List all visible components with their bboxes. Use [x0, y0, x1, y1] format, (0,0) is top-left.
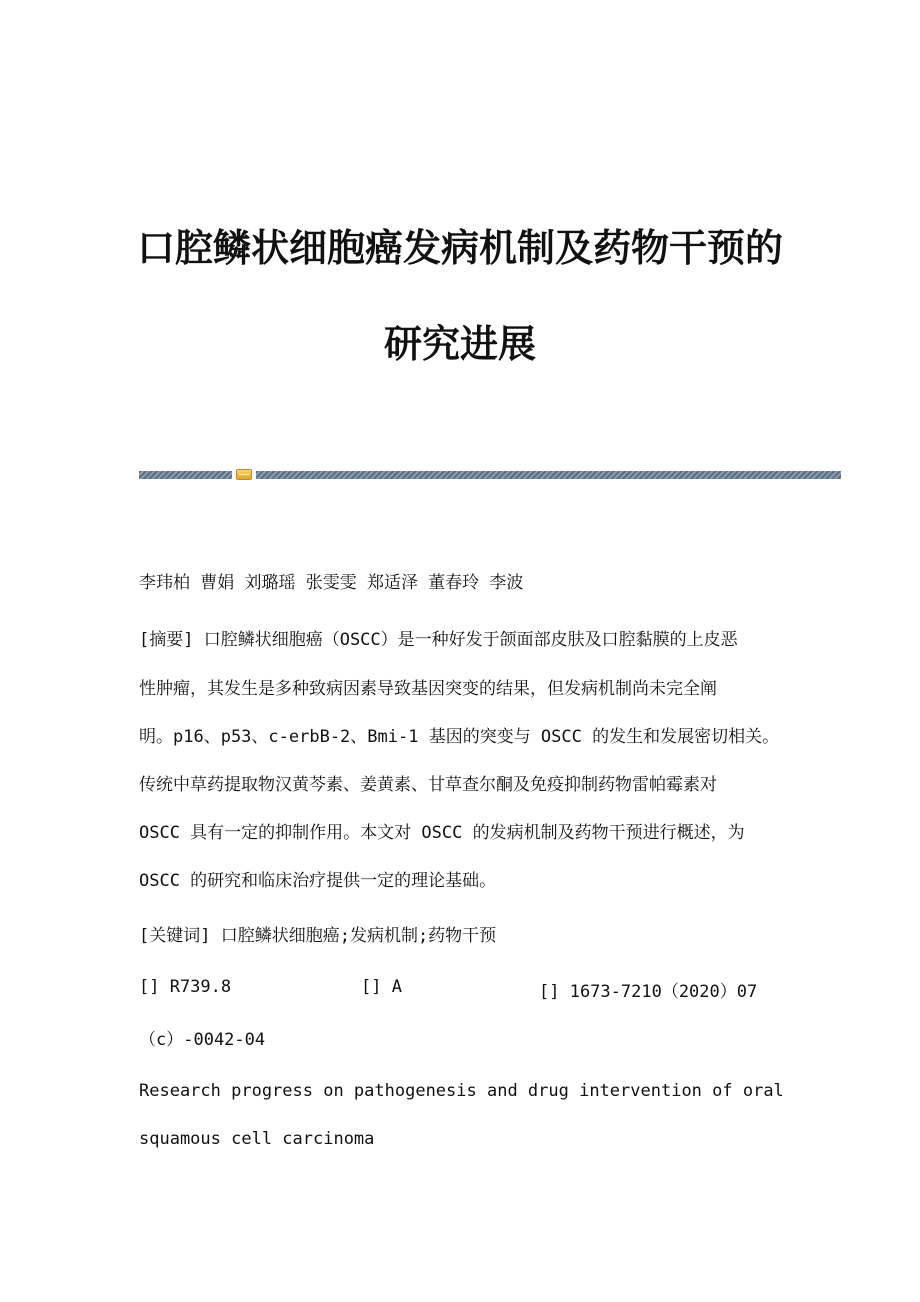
title-divider-left — [139, 471, 232, 479]
page-title-line-1: 口腔鳞状细胞癌发病机制及药物干预的 — [136, 225, 783, 270]
author-list: 李玮柏 曹娟 刘璐瑶 张雯雯 郑适泽 董春玲 李波 — [139, 573, 524, 593]
keywords: [关键词] 口腔鳞状细胞癌;发病机制;药物干预 — [139, 926, 497, 946]
abstract-line: 性肿瘤，其发生是多种致病因素导致基因突变的结果，但发病机制尚未完全阐 — [139, 679, 717, 699]
abstract-line: 传统中草药提取物汉黄芩素、姜黄素、甘草查尔酮及免疫抑制药物雷帕霉素对 — [139, 775, 717, 795]
abstract-line: 明。p16、p53、c-erbB-2、Bmi-1 基因的突变与 OSCC 的发生和发展密切相关。 — [139, 727, 780, 747]
abstract-line: OSCC 的研究和临床治疗提供一定的理论基础。 — [139, 871, 497, 891]
abstract-line: [摘要] 口腔鳞状细胞癌（OSCC）是一种好发于颌面部皮肤及口腔黏膜的上皮恶 — [139, 630, 738, 650]
divider-ornament-icon — [236, 469, 252, 480]
document-code: [] A — [361, 977, 402, 997]
english-title-line-2: squamous cell carcinoma — [139, 1129, 375, 1149]
page-title-line-2: 研究进展 — [383, 321, 536, 366]
abstract-line: OSCC 具有一定的抑制作用。本文对 OSCC 的发病机制及药物干预进行概述，为 — [139, 823, 745, 843]
title-divider-right — [256, 471, 841, 479]
clc-number: [] R739.8 — [139, 977, 232, 997]
english-title-line-1: Research progress on pathogenesis and drug intervention of oral — [139, 1081, 784, 1101]
article-id: [] 1673-7210（2020）07 — [539, 982, 758, 1002]
article-id-continued: （c）-0042-04 — [139, 1030, 266, 1050]
